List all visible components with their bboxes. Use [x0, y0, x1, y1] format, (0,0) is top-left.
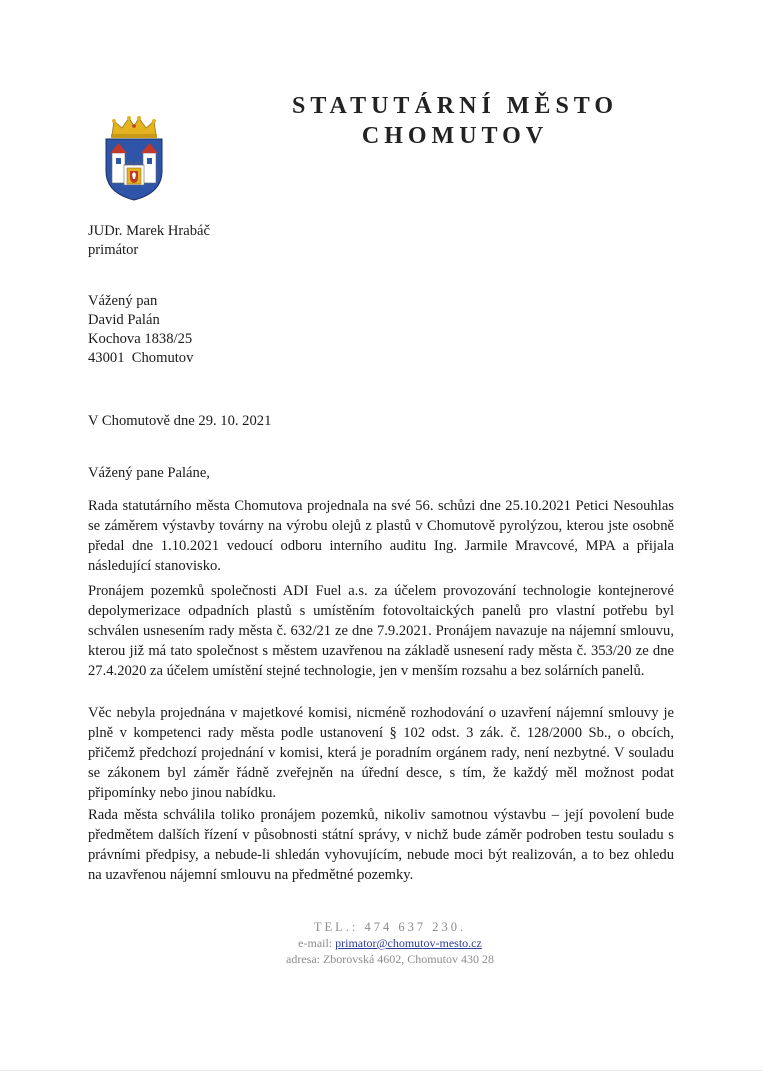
sender-name: JUDr. Marek Hrabáč	[88, 223, 210, 239]
footer-address: adresa: Zborovská 4602, Chomutov 430 28	[286, 952, 494, 966]
chomutov-coat-of-arms-icon	[102, 113, 166, 201]
body-paragraph-2: Pronájem pozemků společnosti ADI Fuel a.s. za účelem provozování technologie kontejnerové depolymerizace odpadních plastů s umístěním fotovoltaických panelů pro vlastní potřebu byl schválen usnesením rady města č. 632/21 ze dne 7.9.2021. Pronájem navazuje na nájemní smlouvu, kterou již má tato společnost s městem uzavřenou na základě usnesení rady města č. 353/20 ze dne 27.4.2020 za účelem umístění stejné technologie, jen v menším rozsahu a bez solárních panelů.	[88, 583, 674, 679]
body-paragraph-3: Věc nebyla projednána v majetkové komisi, nicméně rozhodování o uzavření nájemní smlouvy je plně v kompetenci rady města podle ustanovení § 102 odst. 3 zák. č. 128/2000 Sb., o obcích, přičemž předchozí projednání v komisi, která je poradním orgánem rady, není nezbytné. V souladu se zákonem byl záměr řádně zveřejněn na úřední desce, s tím, že každý měl možnost podat připomínky nebo jinou nabídku.	[88, 705, 674, 801]
recipient-city: 43001 Chomutov	[88, 350, 194, 366]
page-bottom-divider	[0, 1070, 762, 1071]
footer-email-label: e-mail:	[298, 936, 333, 950]
footer-email-line	[200, 935, 580, 951]
recipient-street: Kochova 1838/25	[88, 331, 193, 347]
body-paragraph-4: Rada města schválila toliko pronájem pozemků, nikoliv samotnou výstavbu – její povolení bude předmětem dalších řízení v působnosti státní správy, v nichž bude záměr podroben testu souladu s právními předpisy, a nebude-li shledán vyhovujícím, nebude moci být realizován, a to bez ohledu na uzavřenou nájemní smlouvu na předmětné pozemky.	[88, 807, 674, 883]
sender-block	[88, 222, 210, 260]
recipient-name: David Palán	[88, 312, 160, 328]
footer-email-link[interactable]: primator@chomutov-mesto.cz	[335, 936, 482, 950]
page-title-line1: STATUTÁRNÍ MĚSTO	[291, 93, 619, 119]
letter-date: V Chomutově dne 29. 10. 2021	[88, 413, 272, 429]
recipient-salutation-line: Vážený pan	[88, 293, 158, 309]
recipient-address	[88, 292, 193, 368]
letter-salutation: Vážený pane Paláne,	[88, 465, 210, 481]
page-title-line2: CHOMUTOV	[361, 123, 549, 149]
sender-role: primátor	[88, 242, 139, 258]
body-paragraph-1: Rada statutárního města Chomutova projednala na své 56. schůzi dne 25.10.2021 Petici Nesouhlas se záměrem výstavby továrny na výrobu olejů z plastů v Chomutově pyrolýzou, kterou jste osobně předal dne 1.10.2021 vedoucí odboru interního auditu Ing. Jarmile Mravcové, MPA a přijala následující stanovisko.	[88, 498, 674, 574]
footer-phone: TEL.: 474 637 230.	[313, 920, 467, 934]
